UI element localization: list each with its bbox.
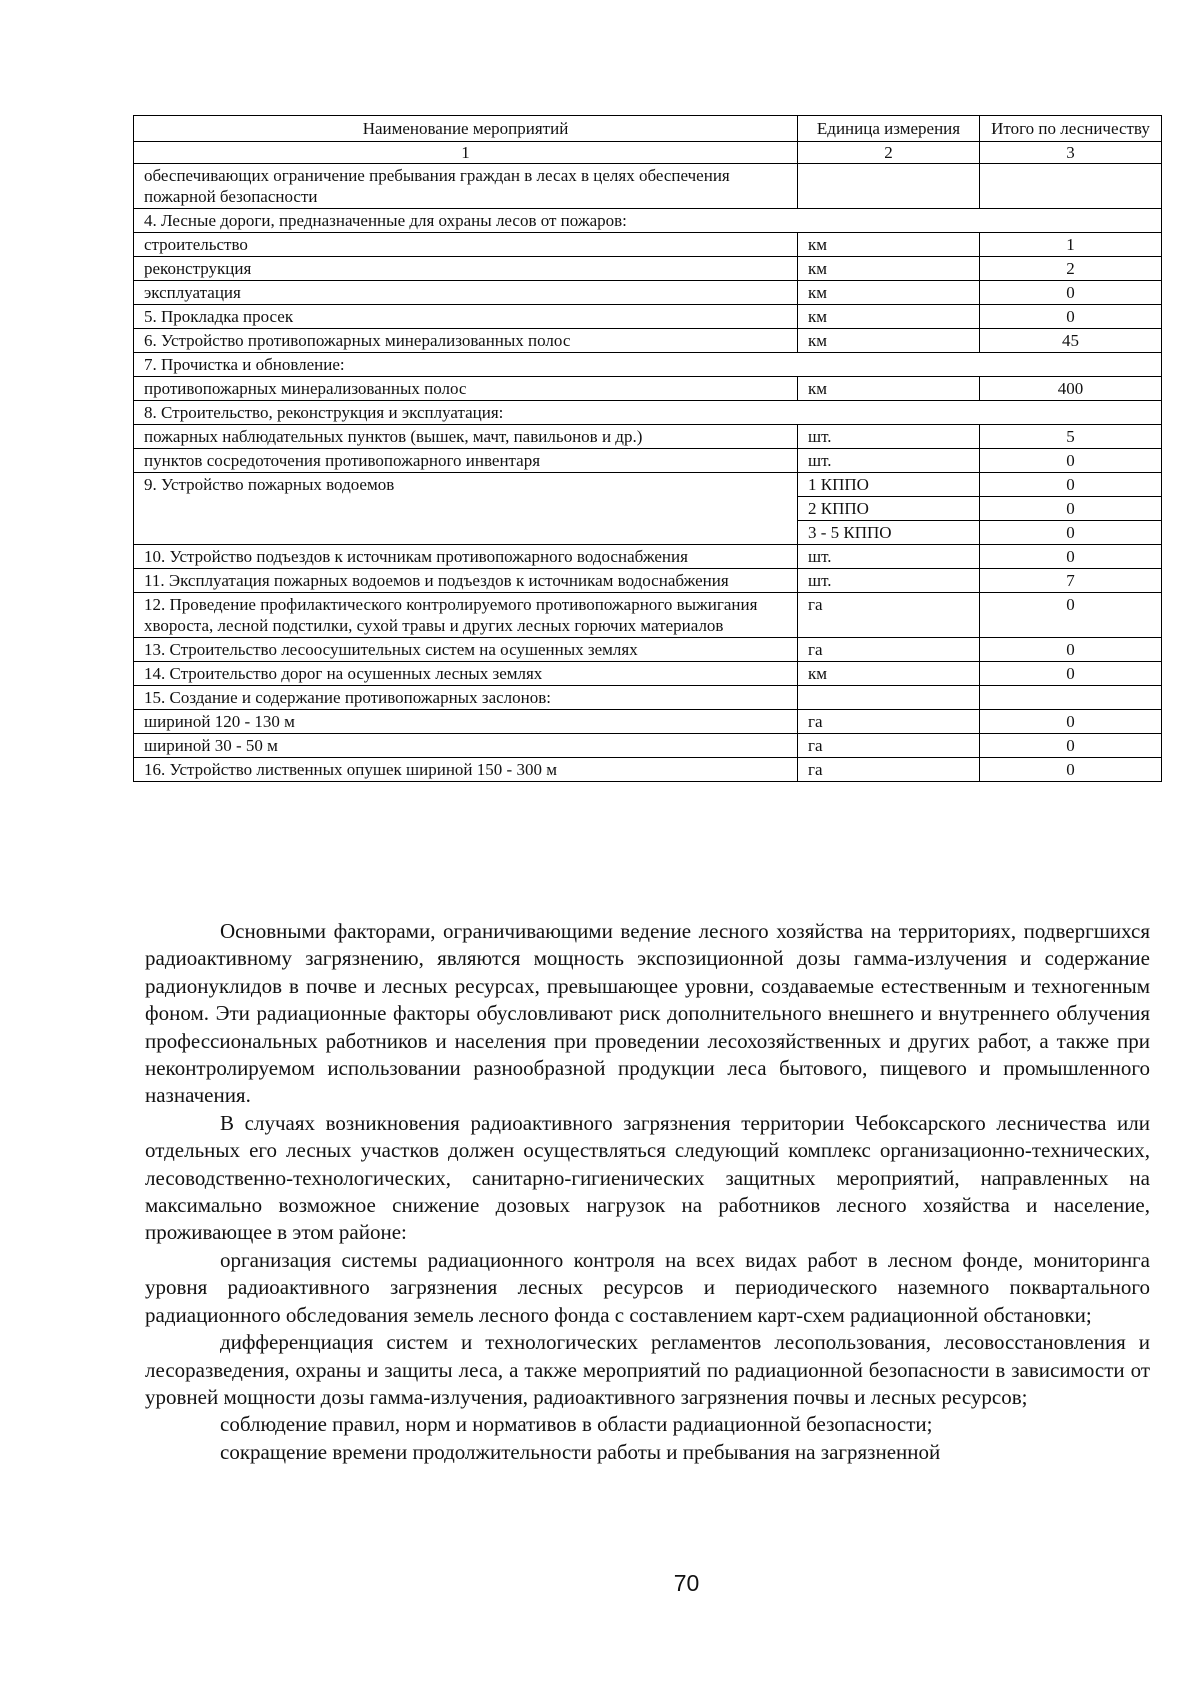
table-row xyxy=(134,377,1162,401)
total-cell xyxy=(980,686,1162,710)
paragraph: В случаях возникновения радиоактивного загрязнения территории Чебоксарского лесничества или отдельных его лесных участков должен осуществляться следующий комплекс организационно-технических, лесоводственно-технологических, санитарно-гигиенических защитных мероприятий, направленных на максимально возможное снижение дозовых нагрузок на работников лесного хозяйства и население, проживающее в этом районе: xyxy=(145,1110,1150,1245)
measure-name-cell: 16. Устройство лиственных опушек шириной 150 - 300 м xyxy=(134,758,798,782)
measure-name-cell: пожарных наблюдательных пунктов (вышек, мачт, павильонов и др.) xyxy=(134,425,798,449)
unit-cell: га xyxy=(798,638,980,662)
measure-name-cell: 4. Лесные дороги, предназначенные для охраны лесов от пожаров: xyxy=(134,209,1162,233)
total-cell: 0 xyxy=(980,710,1162,734)
measure-name-cell: строительство xyxy=(134,233,798,257)
table-row xyxy=(134,449,1162,473)
unit-cell: 1 КППО xyxy=(798,473,980,497)
measure-name-cell: 15. Создание и содержание противопожарных заслонов: xyxy=(134,686,798,710)
unit-cell xyxy=(798,686,980,710)
measure-name-cell: шириной 30 - 50 м xyxy=(134,734,798,758)
total-cell: 0 xyxy=(980,473,1162,497)
measure-name-cell: пунктов сосредоточения противопожарного инвентаря xyxy=(134,449,798,473)
table-row xyxy=(134,545,1162,569)
table-row xyxy=(134,305,1162,329)
unit-cell: шт. xyxy=(798,569,980,593)
measure-name-cell: 10. Устройство подъездов к источникам противопожарного водоснабжения xyxy=(134,545,798,569)
measure-name-cell: 8. Строительство, реконструкция и эксплуатация: xyxy=(134,401,1162,425)
table-column-numbers-row xyxy=(134,142,1162,164)
list-paragraph: соблюдение правил, норм и нормативов в области радиационной безопасности; xyxy=(220,1412,933,1437)
unit-cell: га xyxy=(798,710,980,734)
table-row xyxy=(134,734,1162,758)
table-header-row xyxy=(134,116,1162,142)
table-row xyxy=(134,686,1162,710)
table-row xyxy=(134,638,1162,662)
measure-name-cell: обеспечивающих ограничение пребывания граждан в лесах в целях обеспечения пожарной безопасности xyxy=(134,164,798,209)
unit-cell: 3 - 5 КППО xyxy=(798,521,980,545)
table-row xyxy=(134,569,1162,593)
unit-cell: км xyxy=(798,233,980,257)
column-number: 1 xyxy=(134,142,798,164)
total-cell: 0 xyxy=(980,305,1162,329)
table-row xyxy=(134,758,1162,782)
measure-name-cell: реконструкция xyxy=(134,257,798,281)
total-cell: 0 xyxy=(980,449,1162,473)
measure-name-cell: эксплуатация xyxy=(134,281,798,305)
total-cell: 0 xyxy=(980,281,1162,305)
unit-cell: км xyxy=(798,281,980,305)
list-paragraph: организация системы радиационного контроля на всех видах работ в лесном фонде, мониторинга уровня радиоактивного загрязнения лесных ресурсов и периодического наземного поквартального радиационного обследования земель лесного фонда с составлением карт-схем радиационной обстановки; xyxy=(145,1247,1150,1327)
table-row xyxy=(134,233,1162,257)
table-row xyxy=(134,281,1162,305)
column-number: 2 xyxy=(798,142,980,164)
unit-cell: км xyxy=(798,662,980,686)
list-paragraph: дифференциация систем и технологических регламентов лесопользования, лесовосстановления и лесоразведения, охраны и защиты леса, а также мероприятий по радиационной безопасности в зависимости от уровней мощности дозы гамма-излучения, радиоактивного загрязнения почвы и лесных ресурсов; xyxy=(145,1330,1150,1409)
table-row xyxy=(134,710,1162,734)
table-section-row xyxy=(134,353,1162,377)
paragraph: Основными факторами, ограничивающими ведение лесного хозяйства на территориях, подвергшихся радиоактивному загрязнению, являются мощность экспозиционной дозы гамма-излучения и содержание радионуклидов в почве и лесных ресурсах, превышающее уровни, создаваемые естественным и техногенным фоном. Эти радиационные факторы обусловливают риск дополнительного внешнего и внутреннего облучения профессиональных работников и населения при проведении лесохозяйственных и других работ, а также при неконтролируемом использовании разнообразной продукции леса бытового, пищевого и промышленного назначения. xyxy=(145,919,1150,1108)
table-row xyxy=(134,473,1162,497)
total-cell: 0 xyxy=(980,521,1162,545)
measure-name-cell: 13. Строительство лесоосушительных систем на осушенных землях xyxy=(134,638,798,662)
table-section-row xyxy=(134,401,1162,425)
measure-name-cell: 5. Прокладка просек xyxy=(134,305,798,329)
measure-name-cell: 12. Проведение профилактического контролируемого противопожарного выжигания хвороста, лесной подстилки, сухой травы и других лесных горючих материалов xyxy=(134,593,798,638)
table-row xyxy=(134,662,1162,686)
unit-cell: шт. xyxy=(798,425,980,449)
fire-measures-table xyxy=(133,115,1162,782)
measure-name-cell: 11. Эксплуатация пожарных водоемов и подъездов к источникам водоснабжения xyxy=(134,569,798,593)
total-cell: 0 xyxy=(980,662,1162,686)
total-cell: 0 xyxy=(980,497,1162,521)
measure-name-cell: противопожарных минерализованных полос xyxy=(134,377,798,401)
measure-name-cell: 7. Прочистка и обновление: xyxy=(134,353,1162,377)
measure-name-cell: 14. Строительство дорог на осушенных лесных землях xyxy=(134,662,798,686)
total-cell: 0 xyxy=(980,593,1162,638)
unit-cell: км xyxy=(798,329,980,353)
total-cell: 0 xyxy=(980,638,1162,662)
unit-cell xyxy=(798,164,980,209)
total-cell xyxy=(980,164,1162,209)
header-total: Итого по лесничеству xyxy=(980,116,1162,142)
table-body xyxy=(134,164,1162,782)
measure-name-cell: 9. Устройство пожарных водоемов xyxy=(134,473,798,545)
total-cell: 0 xyxy=(980,545,1162,569)
unit-cell: га xyxy=(798,593,980,638)
total-cell: 400 xyxy=(980,377,1162,401)
header-unit: Единица измерения xyxy=(798,116,980,142)
unit-cell: га xyxy=(798,758,980,782)
unit-cell: шт. xyxy=(798,449,980,473)
body-text xyxy=(145,918,1150,1466)
measure-name-cell: 6. Устройство противопожарных минерализованных полос xyxy=(134,329,798,353)
total-cell: 45 xyxy=(980,329,1162,353)
table-row xyxy=(134,425,1162,449)
total-cell: 0 xyxy=(980,734,1162,758)
total-cell: 2 xyxy=(980,257,1162,281)
measure-name-cell: шириной 120 - 130 м xyxy=(134,710,798,734)
total-cell: 0 xyxy=(980,758,1162,782)
table-row xyxy=(134,257,1162,281)
total-cell: 7 xyxy=(980,569,1162,593)
unit-cell: км xyxy=(798,377,980,401)
unit-cell: шт. xyxy=(798,545,980,569)
page-number: 70 xyxy=(673,1570,700,1596)
unit-cell: га xyxy=(798,734,980,758)
total-cell: 1 xyxy=(980,233,1162,257)
total-cell: 5 xyxy=(980,425,1162,449)
unit-cell: км xyxy=(798,305,980,329)
table-row xyxy=(134,164,1162,209)
unit-cell: км xyxy=(798,257,980,281)
table-row xyxy=(134,329,1162,353)
table-section-row xyxy=(134,209,1162,233)
column-number: 3 xyxy=(980,142,1162,164)
list-paragraph: сокращение времени продолжительности работы и пребывания на загрязненной xyxy=(220,1439,941,1464)
header-measure-name: Наименование мероприятий xyxy=(134,116,798,142)
unit-cell: 2 КППО xyxy=(798,497,980,521)
table-row xyxy=(134,593,1162,638)
